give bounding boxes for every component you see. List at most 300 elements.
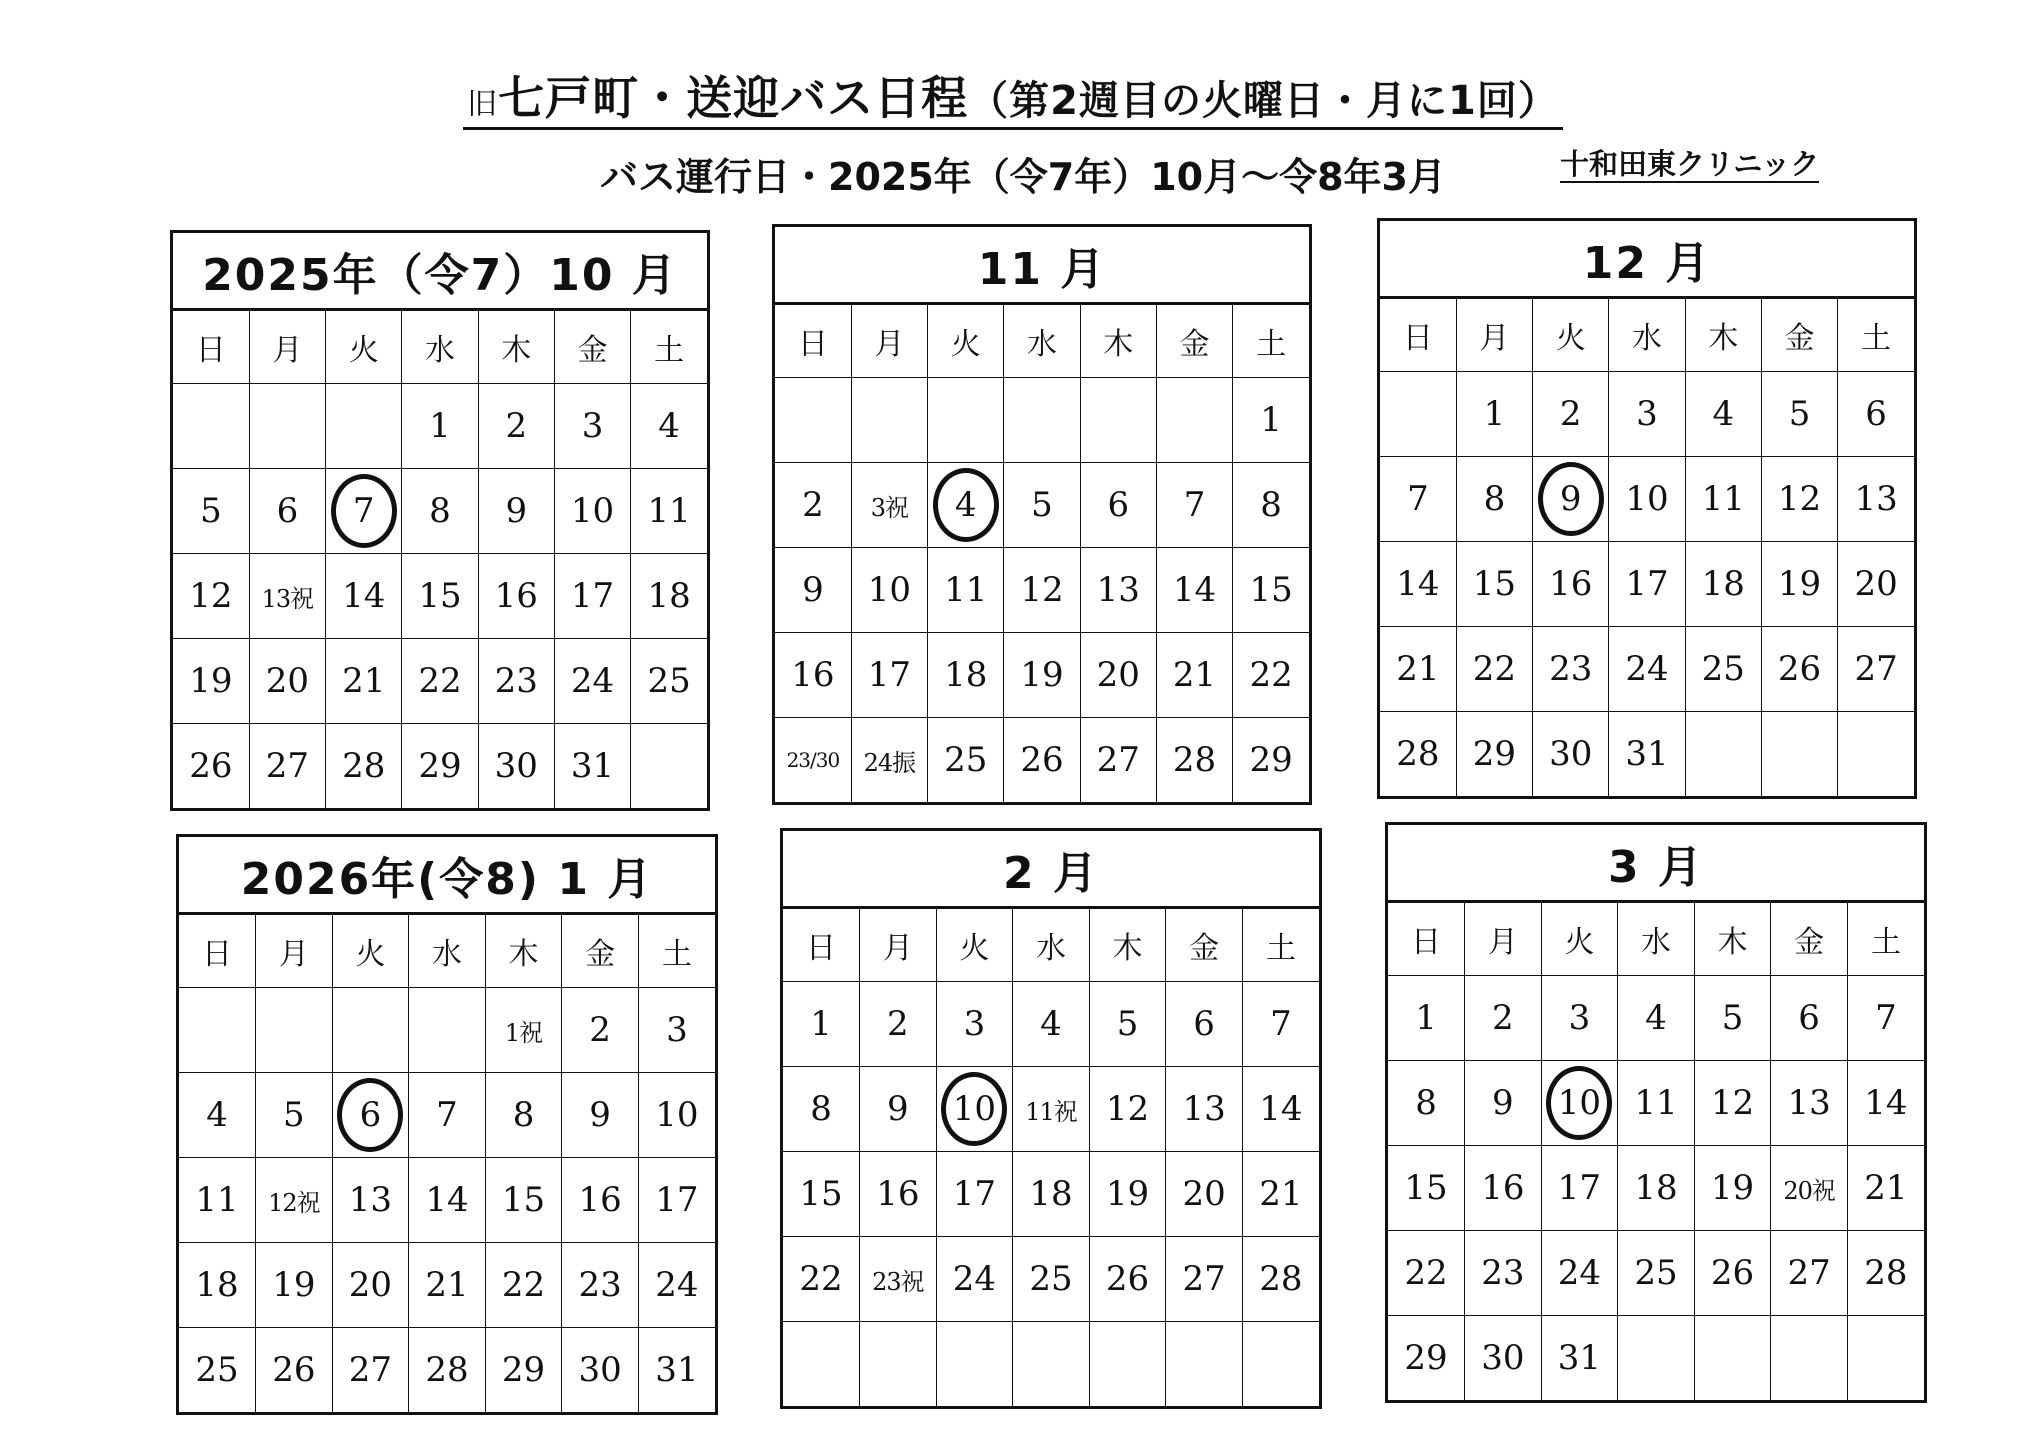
weekday-label: 水 <box>1013 909 1090 982</box>
day-cell <box>173 639 249 724</box>
day-cell <box>1609 457 1685 542</box>
day-number: 10 <box>867 570 912 610</box>
day-number: 29 <box>418 746 462 786</box>
week-row <box>1388 1231 1924 1316</box>
week-row <box>775 633 1309 718</box>
weekday-label: 木 <box>1694 903 1771 976</box>
weekday-label: 金 <box>562 915 639 988</box>
day-cell <box>1847 976 1924 1061</box>
day-cell <box>1541 976 1618 1061</box>
empty-day-cell <box>775 378 851 463</box>
day-cell <box>631 469 707 554</box>
day-cell <box>1533 542 1609 627</box>
day-cell <box>1685 457 1761 542</box>
week-row <box>179 1073 715 1158</box>
day-number: 26 <box>1020 740 1064 780</box>
day-number: 29 <box>1472 734 1517 774</box>
day-number: 25 <box>1634 1253 1678 1293</box>
day-number: 21 <box>1396 649 1440 689</box>
month-title: 2 月 <box>783 831 1319 909</box>
weekday-header-row <box>783 909 1319 982</box>
day-number: 12 <box>189 576 233 616</box>
week-row <box>783 1067 1319 1152</box>
day-cell <box>1166 1067 1243 1152</box>
month-table <box>783 909 1319 1406</box>
weekday-label: 月 <box>1465 903 1542 976</box>
week-row <box>775 378 1309 463</box>
week-row <box>173 724 707 809</box>
day-number: 12 <box>1777 479 1822 519</box>
day-number: 17 <box>570 576 615 616</box>
day-number: 6 <box>1107 485 1130 525</box>
day-number: 6 <box>276 491 299 531</box>
day-cell <box>1609 627 1685 712</box>
day-number: 7 <box>1407 479 1429 519</box>
day-number: 1 <box>1483 394 1506 434</box>
weekday-label: 火 <box>928 305 1004 378</box>
day-cell <box>409 1073 486 1158</box>
day-cell <box>1847 1146 1924 1231</box>
day-cell <box>249 554 325 639</box>
day-cell <box>928 718 1004 803</box>
day-cell <box>1541 1231 1618 1316</box>
week-row <box>1388 1061 1924 1146</box>
day-cell <box>783 1237 860 1322</box>
day-number: 31 <box>655 1350 699 1390</box>
week-row <box>1380 712 1914 797</box>
title-main: 七戸町・送迎バス日程 <box>498 71 969 125</box>
week-row <box>173 469 707 554</box>
day-cell <box>1080 463 1156 548</box>
weekday-label: 月 <box>256 915 333 988</box>
day-cell <box>631 384 707 469</box>
day-number: 11祝 <box>1025 1097 1077 1126</box>
day-cell <box>478 724 554 809</box>
day-cell <box>1004 548 1080 633</box>
day-number: 30 <box>578 1350 622 1390</box>
day-cell <box>1694 976 1771 1061</box>
day-cell <box>332 1073 409 1158</box>
weekday-label: 火 <box>936 909 1013 982</box>
day-number: 28 <box>1259 1259 1303 1299</box>
day-number: 21 <box>425 1265 469 1305</box>
day-number: 5 <box>1788 394 1811 434</box>
day-cell <box>638 1073 715 1158</box>
day-cell <box>1380 712 1456 797</box>
day-cell <box>1761 457 1837 542</box>
day-number: 10 <box>1625 479 1669 519</box>
day-cell <box>1013 982 1090 1067</box>
day-cell <box>256 1073 333 1158</box>
day-number: 18 <box>1634 1168 1678 1208</box>
month-table <box>1388 903 1924 1400</box>
day-number: 21 <box>1172 655 1217 695</box>
day-cell <box>478 639 554 724</box>
day-cell <box>1533 457 1609 542</box>
day-cell <box>402 469 478 554</box>
day-number: 31 <box>570 746 615 786</box>
day-number: 25 <box>195 1350 239 1390</box>
day-cell <box>1465 1146 1542 1231</box>
day-cell <box>1004 633 1080 718</box>
day-number: 15 <box>501 1180 546 1220</box>
day-number: 14 <box>1259 1089 1303 1129</box>
empty-day-cell <box>332 988 409 1073</box>
weekday-label: 木 <box>1080 305 1156 378</box>
day-cell <box>1456 712 1532 797</box>
weekday-header-row <box>1380 299 1914 372</box>
day-number: 19 <box>189 661 233 701</box>
empty-day-cell <box>1380 372 1456 457</box>
day-cell <box>1609 712 1685 797</box>
weekday-label: 土 <box>631 311 707 384</box>
day-cell <box>249 639 325 724</box>
day-number: 4 <box>954 485 977 525</box>
week-row <box>1380 457 1914 542</box>
day-number: 5 <box>1721 998 1744 1038</box>
day-number: 15 <box>1472 564 1517 604</box>
day-number: 23祝 <box>872 1267 924 1296</box>
day-cell <box>173 554 249 639</box>
day-cell <box>1242 1237 1319 1322</box>
day-cell <box>326 639 402 724</box>
day-cell <box>1456 627 1532 712</box>
day-number: 6 <box>359 1095 382 1135</box>
day-cell <box>638 1328 715 1413</box>
empty-day-cell <box>783 1322 860 1407</box>
day-number: 17 <box>1557 1168 1602 1208</box>
day-cell <box>478 554 554 639</box>
empty-day-cell <box>1761 712 1837 797</box>
day-number: 21 <box>342 661 386 701</box>
day-number: 25 <box>1029 1259 1073 1299</box>
day-cell <box>1533 712 1609 797</box>
weekday-header-row <box>179 915 715 988</box>
day-cell <box>936 1152 1013 1237</box>
day-cell <box>1465 1061 1542 1146</box>
day-number: 29 <box>1249 740 1293 780</box>
day-cell <box>638 988 715 1073</box>
day-number: 5 <box>1031 485 1053 525</box>
day-number: 16 <box>494 576 538 616</box>
day-cell <box>1233 378 1309 463</box>
day-cell <box>928 463 1004 548</box>
day-cell <box>326 724 402 809</box>
day-number: 31 <box>1625 734 1669 774</box>
day-number: 11 <box>1634 1083 1678 1123</box>
week-row <box>173 554 707 639</box>
day-number: 24 <box>1557 1253 1602 1293</box>
day-cell <box>775 463 851 548</box>
day-cell <box>860 1152 937 1237</box>
day-cell <box>1838 457 1914 542</box>
day-cell <box>1166 982 1243 1067</box>
day-number: 30 <box>494 746 538 786</box>
day-cell <box>1609 372 1685 457</box>
day-number: 26 <box>1710 1253 1755 1293</box>
day-number: 15 <box>1404 1168 1448 1208</box>
day-number: 28 <box>1864 1253 1908 1293</box>
day-number: 27 <box>1854 649 1898 689</box>
day-number: 2 <box>505 406 528 446</box>
month-calendar <box>176 834 718 1415</box>
weekday-label: 木 <box>478 311 554 384</box>
empty-day-cell <box>928 378 1004 463</box>
day-number: 22 <box>501 1265 546 1305</box>
day-number: 15 <box>418 576 462 616</box>
day-number: 19 <box>1020 655 1064 695</box>
day-number: 20 <box>1096 655 1140 695</box>
day-cell <box>936 982 1013 1067</box>
day-cell <box>1388 1231 1465 1316</box>
day-number: 17 <box>655 1180 699 1220</box>
month-title: 3 月 <box>1388 825 1924 903</box>
day-number: 21 <box>1864 1168 1908 1208</box>
day-cell <box>851 548 927 633</box>
day-cell <box>783 1067 860 1152</box>
weekday-label: 土 <box>1242 909 1319 982</box>
day-number: 18 <box>1701 564 1745 604</box>
weekday-label: 日 <box>775 305 851 378</box>
day-cell <box>1761 542 1837 627</box>
day-cell <box>332 1243 409 1328</box>
day-cell <box>638 1243 715 1328</box>
day-cell <box>1080 548 1156 633</box>
month-calendar <box>1377 218 1917 799</box>
day-number: 11 <box>944 570 988 610</box>
weekday-label: 月 <box>860 909 937 982</box>
week-row <box>783 982 1319 1067</box>
day-cell <box>775 548 851 633</box>
day-cell <box>928 633 1004 718</box>
day-cell <box>173 724 249 809</box>
title-prefix: 旧 <box>467 87 499 122</box>
day-cell <box>1618 1061 1695 1146</box>
week-row <box>783 1322 1319 1407</box>
day-cell <box>332 1158 409 1243</box>
day-cell <box>332 1328 409 1413</box>
empty-day-cell <box>409 988 486 1073</box>
day-cell <box>1694 1231 1771 1316</box>
day-cell <box>1013 1152 1090 1237</box>
day-cell <box>485 1073 562 1158</box>
day-number: 29 <box>501 1350 546 1390</box>
day-number: 15 <box>799 1174 843 1214</box>
month-title: 2026年(令8) 1 月 <box>179 837 715 915</box>
day-number: 25 <box>647 661 691 701</box>
day-cell <box>1388 1146 1465 1231</box>
day-number: 7 <box>436 1095 458 1135</box>
day-number: 15 <box>1249 570 1293 610</box>
day-cell <box>1533 627 1609 712</box>
day-number: 19 <box>272 1265 316 1305</box>
day-cell <box>1694 1146 1771 1231</box>
day-number: 28 <box>342 746 386 786</box>
day-number: 18 <box>944 655 988 695</box>
weekday-label: 日 <box>1388 903 1465 976</box>
empty-day-cell <box>1004 378 1080 463</box>
day-number: 3 <box>963 1004 986 1044</box>
day-cell <box>1380 457 1456 542</box>
day-cell <box>1533 372 1609 457</box>
empty-day-cell <box>1080 378 1156 463</box>
day-cell <box>409 1328 486 1413</box>
month-table <box>179 915 715 1412</box>
day-number: 11 <box>195 1180 239 1220</box>
day-number: 19 <box>1777 564 1822 604</box>
weekday-label: 土 <box>1233 305 1309 378</box>
weekday-label: 金 <box>1771 903 1848 976</box>
day-cell <box>1771 976 1848 1061</box>
weekday-label: 日 <box>179 915 256 988</box>
weekday-label: 日 <box>783 909 860 982</box>
day-cell <box>1761 627 1837 712</box>
weekday-label: 火 <box>332 915 409 988</box>
title-paren: （第2週目の火曜日・月に1回） <box>968 78 1559 124</box>
day-cell <box>1233 633 1309 718</box>
day-number: 24振 <box>863 748 916 777</box>
day-cell <box>638 1158 715 1243</box>
day-cell <box>851 718 927 803</box>
day-cell <box>775 718 851 803</box>
day-number: 25 <box>944 740 988 780</box>
day-cell <box>249 469 325 554</box>
empty-day-cell <box>256 988 333 1073</box>
day-cell <box>1465 1316 1542 1401</box>
day-number: 6 <box>1193 1004 1215 1044</box>
day-cell <box>485 988 562 1073</box>
empty-day-cell <box>1156 378 1232 463</box>
weekday-label: 金 <box>554 311 630 384</box>
week-row <box>173 384 707 469</box>
day-cell <box>256 1328 333 1413</box>
empty-day-cell <box>1847 1316 1924 1401</box>
day-number: 1 <box>1260 400 1282 440</box>
day-cell <box>1089 1237 1166 1322</box>
day-number: 3祝 <box>870 493 909 522</box>
day-number: 3 <box>666 1010 688 1050</box>
day-number: 20 <box>1182 1174 1226 1214</box>
day-cell <box>783 1152 860 1237</box>
empty-day-cell <box>1089 1322 1166 1407</box>
day-cell <box>1013 1237 1090 1322</box>
day-number: 1祝 <box>504 1018 543 1047</box>
day-cell <box>554 384 630 469</box>
day-number: 16 <box>578 1180 622 1220</box>
day-number: 9 <box>887 1089 909 1129</box>
day-number: 10 <box>655 1095 699 1135</box>
empty-day-cell <box>1013 1322 1090 1407</box>
day-cell <box>1380 627 1456 712</box>
weekday-label: 木 <box>1685 299 1761 372</box>
weekday-label: 火 <box>1533 299 1609 372</box>
day-number: 13 <box>348 1180 393 1220</box>
empty-day-cell <box>326 384 402 469</box>
day-cell <box>179 1073 256 1158</box>
day-number: 24 <box>655 1265 699 1305</box>
day-number: 23 <box>494 661 538 701</box>
day-number: 6 <box>1798 998 1820 1038</box>
week-row <box>179 1158 715 1243</box>
day-number: 10 <box>952 1089 997 1129</box>
day-cell <box>1004 463 1080 548</box>
day-cell <box>179 1243 256 1328</box>
day-number: 19 <box>1710 1168 1755 1208</box>
day-number: 23 <box>1481 1253 1525 1293</box>
day-cell <box>562 1073 639 1158</box>
day-cell <box>1004 718 1080 803</box>
day-number: 20 <box>348 1265 393 1305</box>
day-cell <box>1618 1146 1695 1231</box>
day-cell <box>1080 718 1156 803</box>
day-number: 20 <box>265 661 310 701</box>
day-cell <box>860 982 937 1067</box>
day-cell <box>402 554 478 639</box>
day-number: 30 <box>1481 1338 1525 1378</box>
day-number: 11 <box>1701 479 1745 519</box>
weekday-label: 月 <box>851 305 927 378</box>
day-number: 17 <box>952 1174 997 1214</box>
empty-day-cell <box>1694 1316 1771 1401</box>
day-cell <box>1847 1061 1924 1146</box>
day-number: 23/30 <box>786 748 840 772</box>
day-number: 1 <box>429 406 451 446</box>
day-cell <box>1771 1061 1848 1146</box>
day-number: 7 <box>1183 485 1206 525</box>
month-table <box>173 311 707 808</box>
day-number: 22 <box>1249 655 1293 695</box>
day-number: 18 <box>195 1265 239 1305</box>
empty-day-cell <box>631 724 707 809</box>
weekday-label: 月 <box>249 311 325 384</box>
day-cell <box>485 1328 562 1413</box>
day-cell <box>1541 1061 1618 1146</box>
day-number: 8 <box>1415 1083 1437 1123</box>
weekday-label: 日 <box>173 311 249 384</box>
title-underline <box>463 71 1563 130</box>
day-number: 27 <box>265 746 310 786</box>
day-number: 14 <box>425 1180 469 1220</box>
day-number: 27 <box>1787 1253 1831 1293</box>
day-number: 16 <box>1549 564 1593 604</box>
week-row <box>1380 627 1914 712</box>
day-cell <box>402 639 478 724</box>
weekday-label: 土 <box>1847 903 1924 976</box>
month-table <box>1380 299 1914 796</box>
day-number: 6 <box>1865 394 1887 434</box>
empty-day-cell <box>860 1322 937 1407</box>
day-cell <box>478 384 554 469</box>
weekday-label: 水 <box>1609 299 1685 372</box>
day-cell <box>1388 1316 1465 1401</box>
week-row <box>179 1328 715 1413</box>
day-cell <box>851 633 927 718</box>
day-cell <box>860 1237 937 1322</box>
day-number: 2 <box>1492 998 1514 1038</box>
day-number: 26 <box>1105 1259 1150 1299</box>
day-number: 9 <box>1559 479 1582 519</box>
day-number: 4 <box>1645 998 1667 1038</box>
empty-day-cell <box>1242 1322 1319 1407</box>
day-number: 8 <box>512 1095 535 1135</box>
day-cell <box>1166 1237 1243 1322</box>
clinic-name: 十和田東クリニック <box>1560 148 1819 183</box>
month-calendar <box>772 224 1312 805</box>
day-cell <box>1166 1152 1243 1237</box>
day-cell <box>1089 1067 1166 1152</box>
day-number: 22 <box>1472 649 1517 689</box>
empty-day-cell <box>1838 712 1914 797</box>
